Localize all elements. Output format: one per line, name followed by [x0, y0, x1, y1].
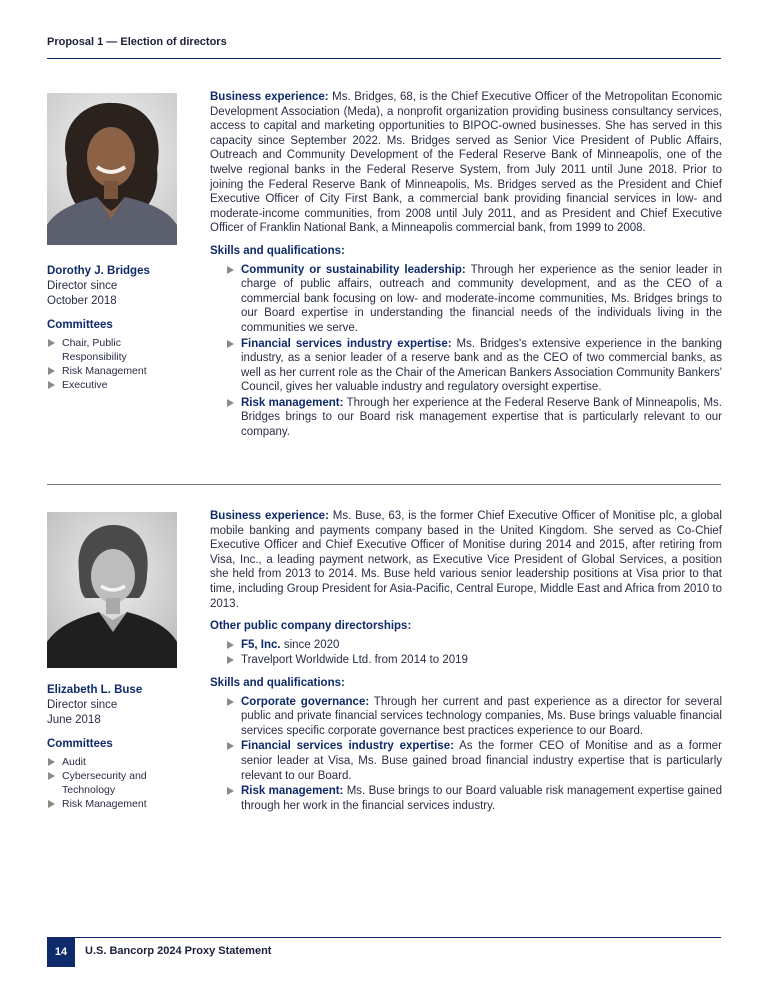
skill-label: Corporate governance:: [241, 695, 370, 708]
director-bio-bridges: [210, 90, 722, 441]
skill-label: Financial services industry expertise:: [241, 740, 454, 753]
director-photo-buse: [47, 512, 177, 668]
directorship-detail: since 2020: [280, 638, 340, 651]
committee-item: Risk Management: [47, 364, 197, 378]
director-since-label: Director since: [47, 280, 118, 292]
skill-text: As the former CEO of Monitise and as a former senior leader at Visa, Ms. Buse gained broad financial industry expertise that is particularly relevant to our Board.: [241, 740, 722, 782]
skill-label: Risk management:: [241, 396, 344, 409]
skill-label: Risk management:: [241, 785, 344, 798]
skills-heading: Skills and qualifications:: [210, 244, 345, 257]
skill-item: [210, 337, 722, 395]
directorship-detail: Travelport Worldwide Ltd. from 2014 to 2019: [241, 654, 468, 667]
committees-list: [47, 336, 197, 392]
skill-item: [210, 784, 722, 813]
committees-heading: Committees: [47, 738, 113, 750]
skill-item: [210, 695, 722, 739]
director-bio-buse: [210, 509, 722, 814]
skill-text: Ms. Buse brings to our Board valuable risk management expertise gained through her work in the financial services industry.: [241, 785, 722, 812]
page-number: 14: [47, 938, 75, 967]
section-divider: [47, 484, 721, 485]
skills-list: [210, 263, 722, 440]
skill-label: Community or sustainability leadership:: [241, 263, 466, 276]
skill-text: Ms. Bridges's extensive experience in the banking industry, as a senior leader of a reserve bank and as the CEO of two commercial banks, as well as her current role as the Chair of the American Bankers Association Community Bankers' Council, gives her valuable industry and regulatory oversight expertise.: [241, 337, 722, 394]
skills-list: [210, 695, 722, 814]
director-name: Elizabeth L. Buse: [47, 684, 143, 696]
committees-list: [47, 755, 197, 811]
skills-heading: Skills and qualifications:: [210, 676, 345, 689]
page-header: Proposal 1 — Election of directors: [47, 36, 227, 48]
committees-heading: Committees: [47, 319, 113, 331]
committee-item: Risk Management: [47, 797, 197, 811]
committee-item: Audit: [47, 755, 197, 769]
skill-text: Through her experience as the senior leader in charge of public affairs, outreach and community development, and as the CEO of a commercial bank focusing on low- and moderate-income communities, Ms. Bridges brings to our Board expertise in understanding the financial needs of the individuals living in the communities we serve.: [241, 263, 722, 334]
business-experience-label: Business experience:: [210, 510, 329, 522]
other-directorships-list: [210, 638, 722, 668]
director-photo-bridges: [47, 93, 177, 245]
director-sidebar-buse: [47, 683, 197, 811]
business-experience-text: Ms. Buse, 63, is the former Chief Executive Officer of Monitise plc, a global mobile banking and payments company based in the United Kingdom. She served as Co-Chief Executive Officer and Chief Executive Officer of Monitise during 2014 and 2015, after retiring from Visa, Inc., a leading payment network, as Executive Vice President of Global Services, a position she held from 2013 to 2014. Ms. Buse held various senior leadership positions at Visa prior to that time, including Group President for Asia-Pacific, Central Europe, Middle East and Africa from 2010 to 2013.: [210, 510, 723, 610]
director-since-date: October 2018: [47, 295, 117, 307]
director-sidebar-bridges: [47, 264, 197, 392]
director-since-date: June 2018: [47, 714, 101, 726]
directorship-company: F5, Inc.: [241, 638, 281, 651]
committee-item: Executive: [47, 378, 197, 392]
business-experience-label: Business experience:: [210, 91, 329, 103]
skill-text: Through her experience at the Federal Reserve Bank of Minneapolis, Ms. Bridges brings to our Board risk management expertise that is particularly relevant to our company.: [241, 396, 722, 439]
committee-item: Chair, Public Responsibility: [47, 336, 154, 364]
business-experience: [210, 509, 722, 611]
other-directorships-heading: Other public company directorships:: [210, 620, 412, 633]
header-rule: [47, 58, 721, 59]
footer-rule: [47, 937, 721, 938]
business-experience-text: Ms. Bridges, 68, is the Chief Executive Officer of the Metropolitan Economic Development Association (Meda), a nonprofit organization providing business consultancy services, access to capital and marketing opportunities to BIPOC-owned businesses. She has served in this capacity since September 2022. Ms. Bridges served as Senior Vice President of Public Affairs, Outreach and Community Development of the Federal Reserve Bank of Minneapolis, one of the twelve regional banks in the Federal Reserve System, from July 2011 until June 2018. Prior to joining the Federal Reserve Bank of Minneapolis, Ms. Bridges served as the President and Chief Executive Officer of City First Bank, a commercial bank providing financial services in low- and moderate-income communities, from 2008 until July 2011, and as President and Chief Executive Officer of Franklin National Bank, a Minneapolis commercial bank, from 1999 to 2008.: [210, 91, 722, 235]
directorship-item: [210, 638, 722, 653]
business-experience: [210, 90, 722, 236]
skill-text: Through her current and past experience as a director for several public and private financial services technology companies, Ms. Buse brings valuable financial services specific corporate governance best practices experience to our Board.: [241, 695, 722, 737]
page-footer: [47, 937, 721, 967]
document-title: U.S. Bancorp 2024 Proxy Statement: [85, 945, 272, 957]
committee-item: Cybersecurity and Technology: [47, 769, 162, 797]
skill-item: [210, 396, 722, 440]
skill-label: Financial services industry expertise:: [241, 337, 452, 350]
directorship-item: [210, 653, 722, 668]
skill-item: [210, 263, 722, 336]
director-since-label: Director since: [47, 699, 118, 711]
director-name: Dorothy J. Bridges: [47, 265, 150, 277]
skill-item: [210, 739, 722, 783]
